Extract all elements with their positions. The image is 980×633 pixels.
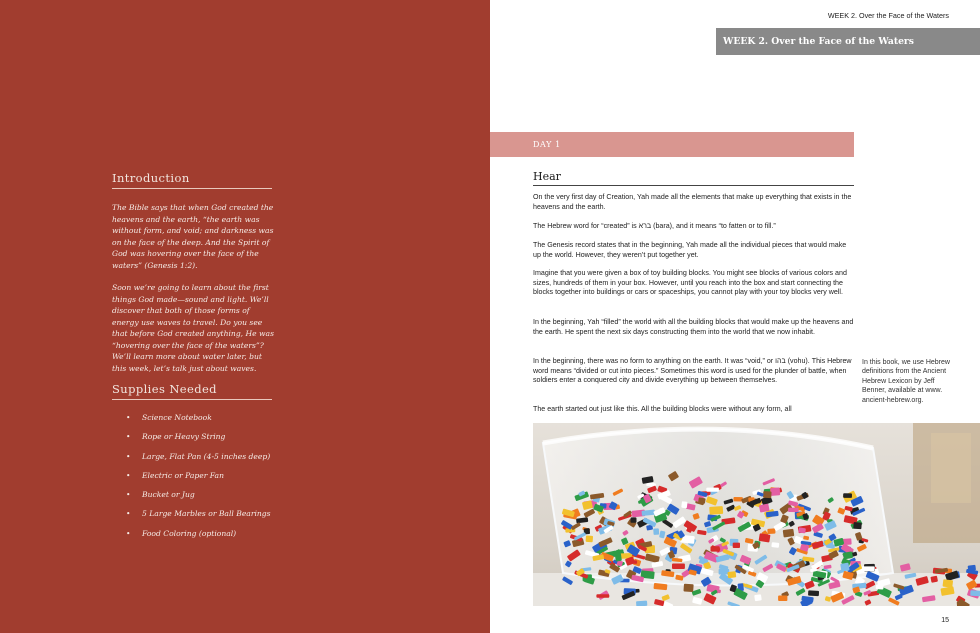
supply-item: • Science Notebook bbox=[126, 413, 212, 422]
body-paragraph: Imagine that you were given a box of toy building blocks. You might see blocks of various colors and sizes, hundreds of them in your box. However, until you reach into the box and start connecting the blocks together into buildings or cars or spaceships, you cannot play with your toy blocks very well. bbox=[533, 269, 847, 297]
toy-block bbox=[681, 501, 687, 508]
toy-block bbox=[711, 546, 720, 551]
bullet-icon: • bbox=[126, 528, 131, 538]
toy-block bbox=[840, 563, 849, 572]
body-paragraph: The earth started out just like this. All the building blocks were without any form, all bbox=[533, 405, 792, 413]
toy-block bbox=[631, 517, 637, 522]
toy-block bbox=[733, 543, 740, 548]
hear-heading: Hear bbox=[533, 170, 854, 186]
toy-block bbox=[653, 528, 659, 535]
bullet-icon: • bbox=[126, 432, 131, 442]
toy-block bbox=[636, 601, 647, 606]
toy-block bbox=[778, 596, 787, 602]
supply-item: • Bucket or Jug bbox=[126, 490, 195, 500]
toy-block bbox=[771, 542, 779, 548]
supply-item: • 5 Large Marbles or Ball Bearings bbox=[126, 509, 271, 519]
toy-block bbox=[788, 508, 799, 513]
introduction-paragraph-2: Soon we’re going to learn about the first things God made—sound and light. We’ll discover that both of those forms of energy use waves to travel. Do you see that before God created anything, He was “hovering over the face of the waters”? We’ll learn more about water later, but this week, let’s talk just about waves. bbox=[112, 283, 274, 373]
toy-block bbox=[783, 529, 795, 538]
supply-item: • Food Coloring (optional) bbox=[126, 528, 237, 538]
toy-block bbox=[596, 594, 609, 597]
toy-block bbox=[930, 576, 938, 583]
toy-block bbox=[754, 594, 762, 601]
toy-block bbox=[733, 497, 742, 501]
supply-item: • Rope or Heavy String bbox=[126, 432, 226, 442]
toy-block bbox=[706, 488, 719, 492]
toy-block bbox=[798, 527, 806, 533]
body-paragraph: On the very first day of Creation, Yah made all the elements that make up everything that exists in the heavens and the earth. bbox=[533, 193, 852, 211]
running-head: WEEK 2. Over the Face of the Waters bbox=[827, 11, 949, 20]
toy-block bbox=[767, 528, 775, 534]
body-paragraph: The Hebrew word for “created” is ברא (bara), and it means “to fatten or to fill.” bbox=[533, 222, 776, 230]
bullet-icon: • bbox=[126, 490, 131, 500]
toy-block bbox=[863, 566, 875, 571]
supplies-list bbox=[126, 412, 271, 547]
toy-block bbox=[770, 487, 780, 496]
supply-item: • Electric or Paper Fan bbox=[126, 470, 224, 480]
toy-block bbox=[709, 506, 723, 515]
body-paragraph: The Genesis record states that in the beginning, Yah made all the individual pieces that would make up the world. However, they weren’t put together yet. bbox=[533, 241, 847, 259]
toy-block bbox=[970, 590, 980, 596]
supplies-heading: Supplies Needed bbox=[112, 382, 272, 400]
bullet-icon: • bbox=[126, 413, 131, 422]
toy-blocks-photo bbox=[533, 423, 980, 606]
day-banner: DAY 1 bbox=[490, 132, 854, 157]
sidenote: In this book, we use Hebrew definitions from the Ancient Hebrew Lexicon by Jeff Benner, available at www. ancient-hebrew.org. bbox=[862, 359, 950, 404]
toy-block bbox=[853, 522, 862, 529]
toy-block bbox=[843, 493, 852, 498]
toy-block bbox=[586, 535, 594, 542]
bullet-icon: • bbox=[126, 451, 131, 461]
toy-block bbox=[727, 571, 736, 578]
toy-blocks-image bbox=[533, 423, 980, 606]
supply-item: • Large, Flat Pan (4-5 inches deep) bbox=[126, 451, 271, 461]
bullet-icon: • bbox=[126, 509, 131, 519]
introduction-heading: Introduction bbox=[112, 171, 272, 189]
toy-block bbox=[615, 553, 622, 561]
toy-block bbox=[808, 590, 819, 596]
toy-block bbox=[672, 564, 685, 570]
toy-block bbox=[763, 491, 772, 498]
week-banner: WEEK 2. Over the Face of the Waters bbox=[716, 28, 980, 55]
toy-block bbox=[876, 584, 884, 589]
toy-block bbox=[957, 601, 965, 606]
toy-block bbox=[698, 497, 706, 504]
page-number: 15 bbox=[941, 617, 949, 624]
toy-block bbox=[683, 584, 693, 592]
body-paragraph: In the beginning, there was no form to anything on the earth. It was “void,” or בהו (vohu). This Hebrew word means “divided or cut into pieces.” Sometimes this word is used for the plunder of battle, when soldiers enter a conquered city and divide everything up between themselves. bbox=[533, 357, 852, 385]
bullet-icon: • bbox=[126, 470, 131, 480]
body-paragraph: In the beginning, Yah “filled” the world with all the building blocks that would make up the heavens and the earth. He spent the next six days constructing them into the world that we now inhabit. bbox=[533, 318, 854, 336]
toy-block bbox=[942, 579, 953, 588]
introduction-paragraph-1: The Bible says that when God created the heavens and the earth, “the earth was without form, and void; and darkness was on the face of the deep. And the Spirit of God was hovering over the face of the waters” (Genesis 1:2). bbox=[112, 203, 274, 270]
